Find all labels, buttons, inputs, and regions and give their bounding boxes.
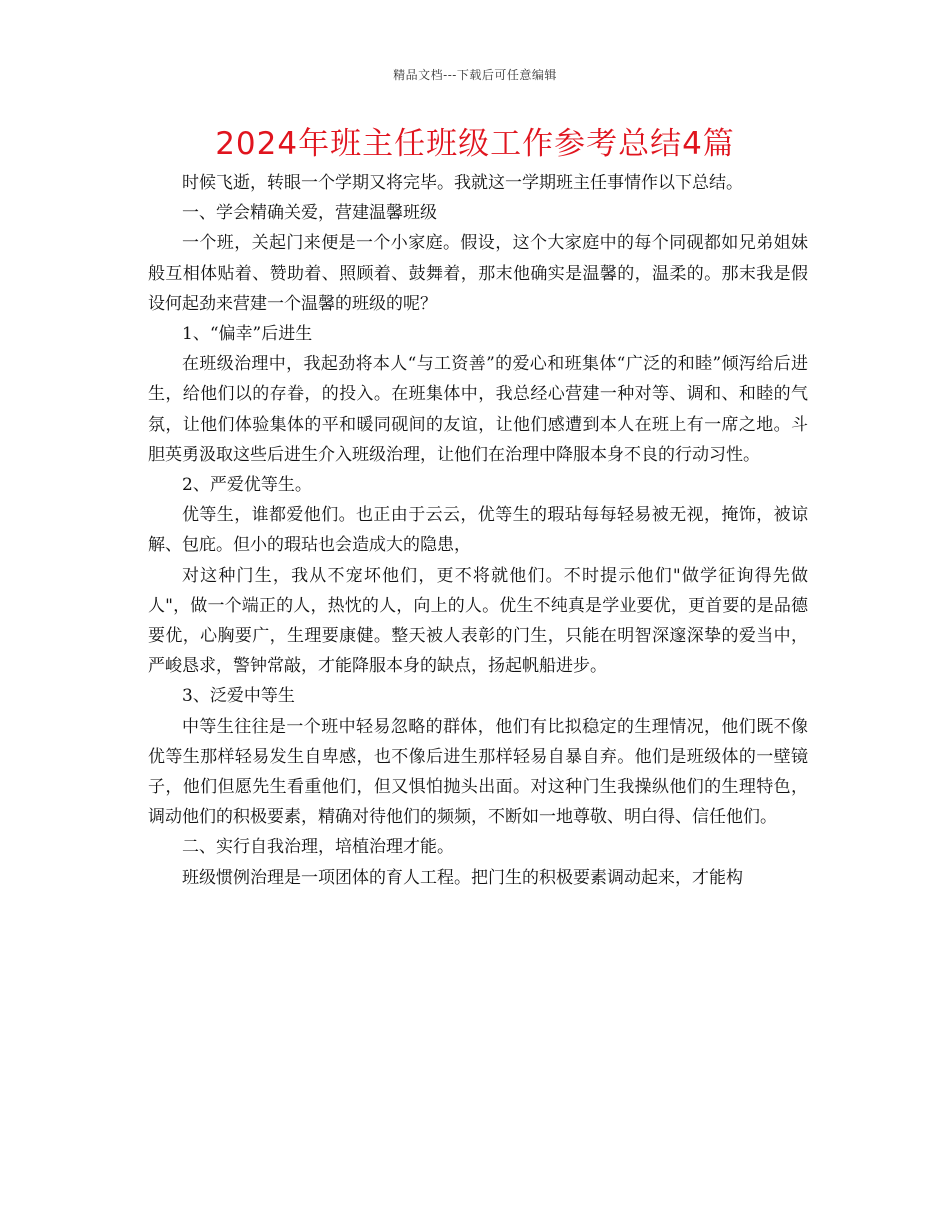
paragraph: 中等生往往是一个班中轻易忽略的群体，他们有比拟稳定的生理情况，他们既不像优等生那样轻易发生自卑感，也不像后进生那样轻易自暴自弃。他们是班级体的一壁镜子，他们但愿先生看重他们，但又惧怕抛头出面。对这种门生我操纵他们的生理特色，调动他们的积极要素，精确对待他们的频频，不断如一地尊敬、明白得、信任他们。: [148, 716, 808, 828]
subsection-heading: 2、严爱优等生。: [182, 475, 312, 496]
section-heading: 二、实行自我治理，培植治理才能。: [182, 837, 454, 858]
paragraph: 优等生，谁都爱他们。也正由于云云，优等生的瑕玷每每轻易被无视，掩饰，被谅解、包庇。但小的瑕玷也会造成大的隐患，: [148, 505, 808, 556]
paragraph: 时候飞逝，转眼一个学期又将完毕。我就这一学期班主任事情作以下总结。: [182, 173, 743, 193]
page-header: 精品文档---下载后可任意编辑: [393, 68, 557, 82]
document-body: [148, 168, 808, 893]
section-heading: 一、学会精确关爱，营建温馨班级: [182, 203, 437, 224]
paragraph: 一个班，关起门来便是一个小家庭。假设，这个大家庭中的每个同砚都如兄弟姐妹般互相体贴着、赞助着、照顾着、鼓舞着，那末他确实是温馨的，温柔的。那末我是假设何起劲来营建一个温馨的班级的呢？: [148, 233, 808, 314]
paragraph: 班级惯例治理是一项团体的育人工程。把门生的积极要素调动起来，才能构: [182, 867, 743, 888]
paragraph: 在班级治理中，我起劲将本人“与工资善”的爱心和班集体“广泛的和睦”倾泻给后进生，给他们以的存眷，的投入。在班集体中，我总经心营建一种对等、调和、和睦的气氛，让他们体验集体的平和暖同砚间的友谊，让他们感遭到本人在班上有一席之地。斗胆英勇汲取这些后进生介入班级治理，让他们在治理中降服本身不良的行动习性。: [148, 354, 808, 465]
subsection-heading: 3、泛爱中等生: [182, 686, 295, 707]
document-title: 2024年班主任班级工作参考总结4篇: [215, 126, 735, 162]
subsection-heading: 1、“偏幸”后进生: [182, 324, 313, 345]
paragraph: 对这种门生，我从不宠坏他们，更不将就他们。不时提示他们"做学征询得先做人"，做一个端正的人，热忱的人，向上的人。优生不纯真是学业要优，更首要的是品德要优，心胸要广，生理要康健。整天被人表彰的门生，只能在明智深邃深挚的爱当中，严峻恳求，警钟常敲，才能降服本身的缺点，扬起帆船进步。: [148, 565, 808, 677]
